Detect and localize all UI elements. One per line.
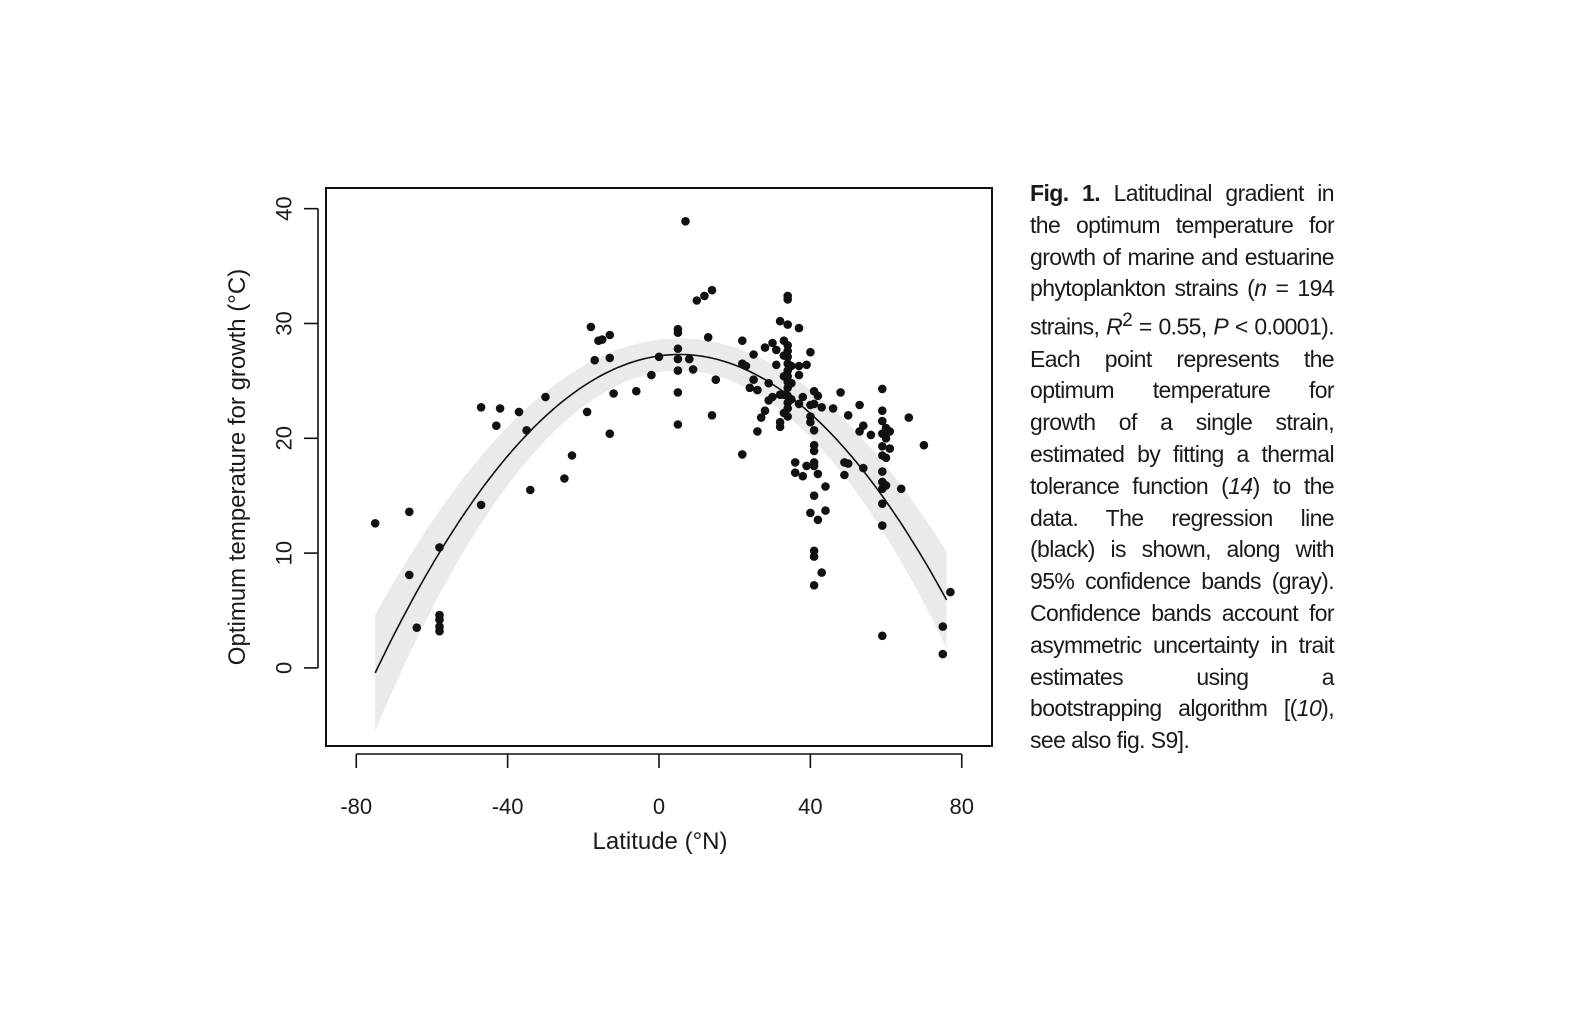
data-point xyxy=(655,353,664,362)
data-point xyxy=(802,361,811,370)
confidence-band-layer xyxy=(375,338,946,730)
data-point xyxy=(742,362,751,371)
data-point xyxy=(859,421,868,430)
data-point xyxy=(435,543,444,552)
data-point xyxy=(738,450,747,459)
y-tick-label: 30 xyxy=(271,311,297,336)
data-point xyxy=(783,320,792,329)
data-point xyxy=(783,412,792,421)
data-point xyxy=(674,388,683,397)
data-point xyxy=(749,350,758,359)
data-point xyxy=(946,588,955,597)
caption-text-part: Latitudinal gradient in the optimum temperature for growth of marine and estuarine phytoplankton strains ( xyxy=(1030,180,1334,302)
data-point xyxy=(776,317,785,326)
data-point xyxy=(802,462,811,471)
data-point xyxy=(806,348,815,357)
caption-text-part: < 0.0001). Each point represents the optimum temperature for growth of a single strain, estimated by fitting a thermal tolerance function ( xyxy=(1030,313,1335,499)
data-point xyxy=(583,408,592,417)
x-tick-label: 40 xyxy=(798,794,823,819)
data-point xyxy=(768,393,777,402)
data-point xyxy=(878,385,887,394)
data-point xyxy=(878,406,887,415)
data-point xyxy=(772,361,781,370)
data-point xyxy=(810,447,819,456)
data-point xyxy=(685,355,694,364)
data-point xyxy=(674,366,683,375)
data-point xyxy=(817,403,826,412)
data-point xyxy=(855,401,864,410)
data-point xyxy=(810,581,819,590)
data-point xyxy=(886,444,895,453)
data-point xyxy=(606,331,615,340)
confidence-band xyxy=(375,338,946,730)
y-tick-label: 20 xyxy=(271,426,297,451)
data-point xyxy=(738,336,747,345)
data-point xyxy=(526,486,535,495)
data-point xyxy=(795,324,804,333)
data-point xyxy=(693,296,702,305)
data-point xyxy=(859,464,868,473)
data-point xyxy=(905,413,914,422)
data-point xyxy=(560,474,569,483)
caption-p-symbol: P xyxy=(1213,313,1229,340)
caption-n-symbol: n xyxy=(1254,275,1267,302)
data-point xyxy=(939,650,948,659)
data-point xyxy=(878,521,887,530)
data-point xyxy=(700,292,709,301)
data-point xyxy=(746,384,755,393)
data-point xyxy=(817,568,826,577)
data-point xyxy=(674,344,683,353)
data-point xyxy=(810,426,819,435)
data-point xyxy=(810,462,819,471)
data-point xyxy=(776,418,785,427)
data-point xyxy=(674,328,683,337)
data-point xyxy=(522,426,531,435)
data-point xyxy=(840,471,849,480)
data-point xyxy=(413,623,422,632)
data-point xyxy=(632,387,641,396)
data-point xyxy=(674,420,683,429)
y-axis xyxy=(272,196,319,674)
x-tick-label: -80 xyxy=(340,794,373,819)
data-point xyxy=(814,470,823,479)
y-tick-label: 10 xyxy=(271,540,297,566)
data-point xyxy=(897,485,906,494)
data-point xyxy=(606,429,615,438)
data-point xyxy=(405,571,414,580)
data-point xyxy=(878,499,887,508)
data-point xyxy=(761,343,770,352)
data-point xyxy=(492,421,501,430)
data-point xyxy=(761,406,770,415)
data-point xyxy=(405,508,414,517)
data-point xyxy=(814,392,823,401)
caption-r-symbol: R xyxy=(1106,313,1123,340)
data-point xyxy=(704,333,713,342)
data-point xyxy=(810,552,819,561)
data-point xyxy=(712,375,721,384)
data-point xyxy=(795,371,804,380)
x-tick-label: -40 xyxy=(491,794,524,819)
caption-text-part: = 194 strains, xyxy=(1030,275,1334,340)
data-point xyxy=(791,468,800,477)
data-point xyxy=(749,375,758,384)
x-tick-label: 80 xyxy=(949,794,974,819)
data-point xyxy=(795,362,804,371)
data-point xyxy=(810,400,819,409)
data-points-layer xyxy=(371,217,955,658)
figure-caption xyxy=(1030,178,1334,757)
data-point xyxy=(764,379,773,388)
data-point xyxy=(799,472,808,481)
data-point xyxy=(886,427,895,436)
data-point xyxy=(708,411,717,420)
data-point xyxy=(674,355,683,364)
data-point xyxy=(799,393,808,402)
data-point xyxy=(821,506,830,515)
caption-text-part: = 0.55, xyxy=(1132,313,1214,340)
caption-text-part: ) to the data. The regression line (black) is shown, along with 95% confidence bands (gray). Confidence bands account for asymmetric uncertainty in trait estimates using a bootstrapping algorithm [( xyxy=(1030,472,1334,722)
data-point xyxy=(689,365,698,374)
data-point xyxy=(814,516,823,525)
data-point xyxy=(772,346,781,355)
data-point xyxy=(515,408,524,417)
data-point xyxy=(587,323,596,332)
data-point xyxy=(810,491,819,500)
data-point xyxy=(787,395,796,404)
data-point xyxy=(681,217,690,226)
data-point xyxy=(477,403,486,412)
data-point xyxy=(920,441,929,450)
data-point xyxy=(867,431,876,440)
x-tick-label: 0 xyxy=(652,794,666,819)
data-point xyxy=(783,295,792,304)
data-point xyxy=(787,379,796,388)
data-point xyxy=(844,411,853,420)
data-point xyxy=(496,404,505,413)
data-point xyxy=(647,371,656,380)
data-point xyxy=(371,519,380,528)
y-axis-title: Optimum temperature for growth (°C) xyxy=(224,268,251,666)
data-point xyxy=(541,393,550,402)
data-point xyxy=(598,335,607,344)
data-point xyxy=(882,454,891,463)
data-point xyxy=(836,388,845,397)
data-point xyxy=(708,286,717,295)
caption-r-exponent: 2 xyxy=(1122,310,1133,332)
data-point xyxy=(609,389,618,398)
data-point xyxy=(878,632,887,641)
caption-reference-14: 14 xyxy=(1228,472,1253,499)
caption-figure-label: Fig. 1. xyxy=(1030,180,1101,206)
x-axis xyxy=(340,754,974,819)
data-point xyxy=(435,627,444,636)
data-point xyxy=(477,501,486,510)
data-point xyxy=(783,404,792,413)
data-point xyxy=(878,467,887,476)
y-tick-label: 0 xyxy=(271,661,297,675)
data-point xyxy=(806,509,815,518)
x-axis-title: Latitude (°N) xyxy=(592,828,728,855)
data-point xyxy=(821,482,830,491)
caption-text-part: ), see also fig. S9]. xyxy=(1030,695,1334,754)
data-point xyxy=(844,459,853,468)
data-point xyxy=(590,356,599,365)
data-point xyxy=(568,451,577,460)
plot-frame xyxy=(326,188,992,746)
data-point xyxy=(753,427,762,436)
data-point xyxy=(787,362,796,371)
data-point xyxy=(882,481,891,490)
data-point xyxy=(939,622,948,631)
y-tick-label: 40 xyxy=(271,196,297,221)
data-point xyxy=(606,354,615,363)
caption-reference-10: 10 xyxy=(1296,695,1322,722)
data-point xyxy=(753,386,762,395)
data-point xyxy=(829,404,838,413)
data-point xyxy=(791,458,800,467)
data-point xyxy=(878,442,887,451)
data-point xyxy=(806,418,815,427)
